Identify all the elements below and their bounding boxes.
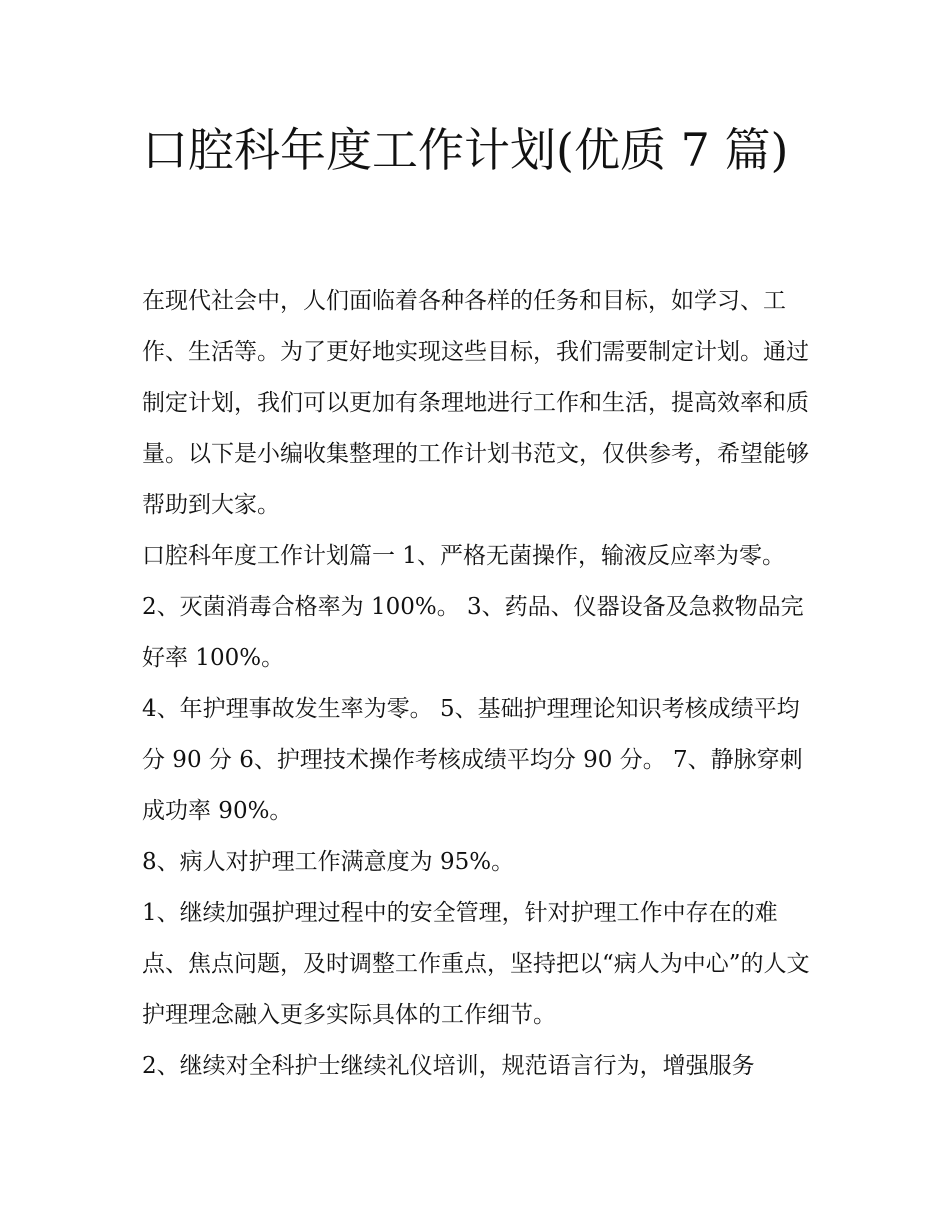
plan-paragraph-3: 8、病人对护理工作满意度为 95%。 <box>142 849 515 875</box>
document-body <box>142 276 822 1092</box>
intro-paragraph: 在现代社会中，人们面临着各种各样的任务和目标，如学习、工作、生活等。为了更好地实现这些目标，我们需要制定计划。通过制定计划，我们可以更加有条理地进行工作和生活，提高效率和质量。以下是小编收集整理的工作计划书范文，仅供参考，希望能够帮助到大家。 <box>142 288 809 518</box>
document-title: 口腔科年度工作计划(优质 7 篇) <box>142 123 789 177</box>
plan-paragraph-2: 4、年护理事故发生率为零。 5、基础护理理论知识考核成绩平均分 90 分 6、护理技术操作考核成绩平均分 90 分。 7、静脉穿刺成功率 90%。 <box>142 696 803 824</box>
plan-paragraph-4: 1、继续加强护理过程中的安全管理，针对护理工作中存在的难点、焦点问题，及时调整工作重点，坚持把以“病人为中心”的人文护理理念融入更多实际具体的工作细节。 <box>142 900 810 1028</box>
plan-paragraph-5: 2、继续对全科护士继续礼仪培训，规范语言行为，增强服务 <box>142 1053 755 1079</box>
plan-paragraph-1: 口腔科年度工作计划篇一 1、严格无菌操作，输液反应率为零。 2、灭菌消毒合格率为 100%。 3、药品、仪器设备及急救物品完好率 100%。 <box>142 543 804 671</box>
